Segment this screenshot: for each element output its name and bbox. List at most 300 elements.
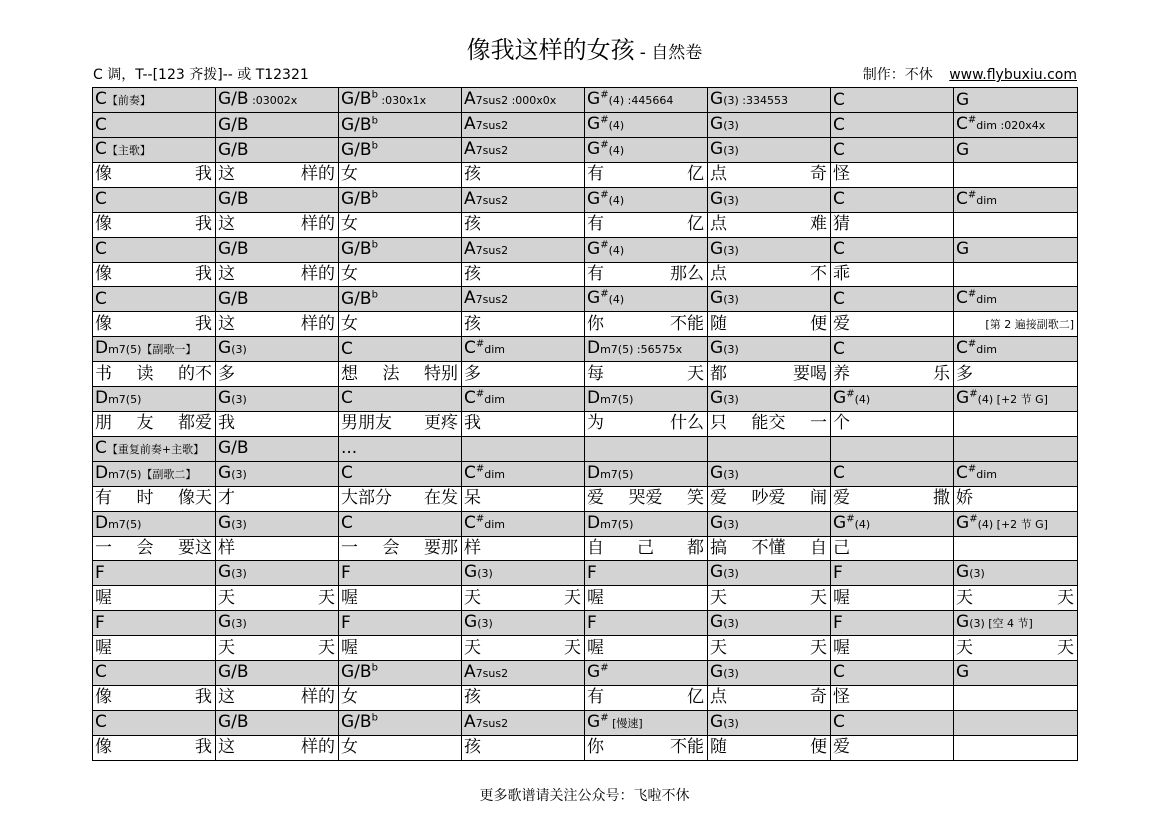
chord-cell	[339, 461, 462, 486]
chord-cell	[585, 710, 708, 735]
lyric-words	[218, 637, 338, 660]
chord-cell	[339, 660, 462, 685]
chord-cell	[708, 337, 831, 362]
chord-cell	[954, 138, 1078, 163]
chord-cell	[216, 511, 339, 536]
lyric-words	[464, 412, 584, 435]
chord-annotation: (4)	[854, 392, 871, 406]
lyric-word: 我	[218, 413, 235, 434]
lyric-word: 我	[464, 413, 481, 434]
chord-name: G/B	[218, 189, 249, 210]
lyric-words	[833, 263, 953, 286]
chord-name: G/B	[341, 89, 372, 109]
lyric-words	[95, 263, 215, 286]
lyric-cell	[954, 486, 1078, 511]
lyric-word: 喔	[95, 637, 112, 658]
lyric-cell	[831, 262, 954, 287]
lyric-word: 多	[956, 363, 973, 384]
chord-cell	[708, 461, 831, 486]
lyric-cell	[831, 586, 954, 611]
chord-accidental: #	[967, 288, 977, 300]
chord-name: D	[95, 462, 109, 483]
chord-name: A	[464, 188, 476, 209]
chord-annotation: :03002x	[248, 94, 298, 107]
chord-cell	[708, 386, 831, 411]
lyric-words	[587, 263, 707, 286]
chord-cell	[954, 337, 1078, 362]
chord-name: G	[218, 338, 232, 359]
chord-cell	[462, 660, 585, 685]
chord-cell	[216, 237, 339, 262]
chord-name: C	[833, 662, 845, 683]
chord-accidental: #	[600, 89, 609, 101]
chord-name: C	[341, 338, 353, 359]
chord-annotation: :030x1x	[377, 94, 427, 107]
chord-name: G	[218, 512, 232, 533]
song-title: 像我这样的女孩	[466, 36, 635, 64]
lyric-words	[710, 363, 830, 386]
chord-cell	[708, 138, 831, 163]
lyric-word: 爱	[833, 737, 850, 758]
lyric-word: 都爱	[178, 413, 212, 434]
lyric-cell	[954, 163, 1078, 188]
chord-cell	[462, 710, 585, 735]
chord-cell	[831, 710, 954, 735]
chord-name: G	[218, 612, 232, 633]
chord-annotation: 7sus2 :000x0x	[475, 94, 557, 107]
lyric-word: 的不	[178, 363, 212, 384]
lyric-cell	[216, 262, 339, 287]
chord-row	[93, 287, 1078, 312]
lyric-word: 我	[195, 214, 212, 235]
chord-row	[93, 710, 1078, 735]
chord-cell	[216, 337, 339, 362]
chord-cell	[93, 561, 216, 586]
chord-annotation: (3)	[231, 517, 247, 531]
chord-cell	[708, 436, 831, 461]
lyric-cell	[585, 536, 708, 561]
chord-name: G/B	[341, 712, 372, 733]
lyric-word: 像	[95, 737, 112, 758]
lyric-words	[464, 686, 584, 709]
chord-name: F	[341, 612, 351, 633]
chord-cell	[93, 88, 216, 113]
chord-name: G	[587, 662, 601, 683]
chord-annotation: (3)	[231, 343, 247, 357]
lyric-cell	[93, 262, 216, 287]
chord-name: G	[710, 562, 724, 583]
lyric-cell	[462, 262, 585, 287]
lyric-cell	[216, 586, 339, 611]
lyric-cell	[954, 411, 1078, 436]
chord-annotation: m7(5) :56575x	[600, 343, 683, 357]
chord-cell	[216, 386, 339, 411]
chord-cell	[708, 710, 831, 735]
chord-name: F	[341, 562, 351, 583]
lyric-cell	[585, 163, 708, 188]
chord-annotation: dim	[484, 467, 506, 481]
lyric-words	[218, 487, 338, 510]
chord-row	[93, 511, 1078, 536]
chord-name: D	[587, 338, 601, 359]
lyric-words	[341, 263, 461, 286]
chord-row	[93, 611, 1078, 636]
lyric-cell	[93, 486, 216, 511]
chord-annotation: dim :020x4x	[976, 119, 1046, 132]
lyric-word: 有	[587, 263, 604, 284]
lyric-word: 友	[136, 413, 154, 434]
lyric-cell	[585, 312, 708, 337]
lyric-words	[587, 686, 707, 709]
lyric-words	[95, 313, 215, 336]
lyric-word: 猜	[833, 214, 850, 235]
lyric-word: 亿	[687, 214, 704, 235]
chord-cell	[216, 611, 339, 636]
lyric-words	[218, 736, 338, 759]
chord-cell	[708, 237, 831, 262]
lyric-cell	[216, 735, 339, 760]
chord-cell	[339, 187, 462, 212]
chord-accidental: #	[967, 463, 977, 475]
chord-cell	[339, 287, 462, 312]
chord-annotation: (3)	[723, 343, 739, 357]
chord-cell	[216, 561, 339, 586]
lyric-word: 读	[136, 363, 154, 384]
chord-cell	[585, 511, 708, 536]
lyric-words	[95, 537, 215, 560]
chord-annotation: dim	[484, 517, 506, 531]
lyric-row	[93, 536, 1078, 561]
lyric-words	[587, 537, 707, 560]
chord-name: F	[587, 562, 597, 583]
lyric-word: 自	[587, 537, 604, 558]
lyric-word: 天	[564, 637, 581, 658]
website-link[interactable]: www.flybuxiu.com	[949, 67, 1077, 83]
lyric-cell	[462, 636, 585, 661]
lyric-word: 天	[687, 363, 704, 384]
lyric-words	[956, 363, 1077, 386]
chord-cell	[216, 138, 339, 163]
chord-annotation: 7sus2	[475, 293, 509, 307]
lyric-word: 孩	[464, 313, 481, 334]
chord-name: G/B	[218, 662, 249, 683]
chord-name: G/B	[218, 89, 249, 109]
lyric-word: 都	[710, 363, 727, 384]
lyric-words	[833, 637, 953, 660]
lyric-word: 要那	[424, 537, 458, 558]
chord-annotation: (4)	[608, 144, 625, 157]
chord-row	[93, 237, 1078, 262]
lyric-row	[93, 685, 1078, 710]
lyric-cell	[954, 536, 1078, 561]
lyric-cell	[954, 735, 1078, 760]
chord-row	[93, 561, 1078, 586]
lyric-cell	[585, 212, 708, 237]
lyric-words	[956, 313, 1077, 336]
chord-cell	[216, 660, 339, 685]
chord-cell	[93, 287, 216, 312]
chord-accidental: b	[371, 89, 378, 101]
chord-cell	[954, 611, 1078, 636]
chord-cell	[216, 187, 339, 212]
lyric-word: 随	[710, 313, 727, 334]
lyric-words	[587, 163, 707, 186]
chord-annotation: (3)	[723, 716, 739, 730]
chord-cell	[93, 386, 216, 411]
chord-accidental: #	[846, 388, 855, 400]
lyric-cell	[339, 362, 462, 387]
chord-cell	[831, 237, 954, 262]
chord-name: G	[710, 711, 724, 732]
lyric-word: 爱	[833, 313, 850, 334]
lyric-word: 难	[810, 214, 827, 235]
lyric-cell	[462, 163, 585, 188]
chord-name: G	[710, 387, 724, 408]
chord-cell	[831, 138, 954, 163]
chord-annotation: 【前奏】	[106, 94, 151, 107]
lyric-words	[833, 213, 953, 236]
chord-cell	[954, 461, 1078, 486]
chord-cell	[585, 461, 708, 486]
lyric-word: 一	[810, 413, 827, 434]
chord-name: F	[587, 612, 597, 633]
chord-name: G	[833, 512, 847, 533]
chord-name: C	[95, 437, 107, 458]
lyric-words	[341, 363, 461, 386]
chord-name: C	[95, 712, 107, 733]
lyric-cell	[831, 486, 954, 511]
chord-annotation: (4)	[608, 243, 625, 257]
lyric-word: 女	[341, 313, 358, 334]
lyric-cell	[462, 411, 585, 436]
lyric-cell	[708, 262, 831, 287]
chord-accidental: b	[371, 114, 378, 126]
chord-name: C	[95, 139, 107, 159]
chord-accidental: #	[967, 189, 977, 201]
lyric-word: 像	[95, 313, 112, 334]
chord-name: G	[587, 114, 601, 134]
chord-annotation: dim	[484, 343, 506, 357]
lyric-words	[710, 686, 830, 709]
lyric-words	[587, 487, 707, 510]
chord-cell	[339, 436, 462, 461]
lyric-cell	[954, 262, 1078, 287]
lyric-words	[710, 263, 830, 286]
lyric-word: 样的	[301, 164, 335, 185]
lyric-row	[93, 163, 1078, 188]
chord-name: G/B	[341, 114, 372, 135]
lyric-words	[587, 412, 707, 435]
chord-cell	[954, 237, 1078, 262]
chord-accidental: #	[600, 189, 609, 201]
lyric-word: 搞	[710, 537, 727, 558]
key-info: C 调，T--[123 齐拨]-- 或 T12321	[93, 67, 309, 83]
chord-annotation: dim	[976, 293, 998, 307]
chord-name: A	[464, 89, 476, 109]
chord-cell	[831, 287, 954, 312]
lyric-word: 你	[587, 737, 604, 758]
chord-annotation: (3)	[723, 243, 739, 257]
chord-accidental: #	[600, 238, 609, 250]
chord-cell	[954, 386, 1078, 411]
lyric-word: 像	[95, 214, 112, 235]
chord-annotation: (4)	[854, 517, 871, 531]
lyric-word: 要这	[178, 537, 212, 558]
chord-name: G	[587, 139, 601, 159]
chord-annotation: (3)	[231, 392, 247, 406]
lyric-word: 呆	[464, 488, 481, 509]
lyric-word: 样的	[301, 313, 335, 334]
lyric-word: 爱	[833, 488, 850, 509]
chord-name: G	[710, 139, 724, 159]
lyric-word: 奇	[810, 687, 827, 708]
lyric-words	[833, 163, 953, 186]
lyric-words	[464, 313, 584, 336]
chord-accidental: b	[371, 662, 378, 674]
lyric-word: 只	[710, 413, 727, 434]
chord-accidental: #	[969, 388, 978, 400]
chord-name: F	[833, 612, 843, 633]
lyric-word: 便	[810, 737, 827, 758]
chord-annotation: dim	[484, 392, 506, 406]
lyric-cell	[339, 262, 462, 287]
lyric-words	[587, 213, 707, 236]
lyric-cell	[216, 636, 339, 661]
lyric-words	[341, 537, 461, 560]
chord-accidental: #	[967, 114, 977, 126]
chord-cell	[831, 436, 954, 461]
lyric-words	[464, 537, 584, 560]
chord-cell	[831, 660, 954, 685]
chord-name: G	[587, 238, 601, 259]
lyric-cell	[954, 312, 1078, 337]
chord-annotation: (3)	[231, 617, 247, 631]
lyric-words	[833, 363, 953, 386]
chord-cell	[585, 611, 708, 636]
chord-cell	[462, 611, 585, 636]
chord-name: C	[956, 114, 968, 134]
lyric-cell	[585, 262, 708, 287]
lyric-word: 养	[833, 363, 850, 384]
chord-annotation: dim	[976, 467, 998, 481]
chord-cell	[585, 436, 708, 461]
chord-name: G	[710, 188, 724, 209]
chord-name: C	[833, 463, 845, 484]
chord-annotation: m7(5)	[600, 467, 634, 481]
chord-name: G	[710, 89, 724, 109]
lyric-cell	[585, 685, 708, 710]
lyric-cell	[831, 362, 954, 387]
chord-cell	[954, 710, 1078, 735]
lyric-word: 天	[810, 637, 827, 658]
chord-cell	[216, 113, 339, 138]
lyric-cell	[708, 636, 831, 661]
chord-accidental: #	[969, 512, 978, 524]
lyric-word: 样的	[301, 687, 335, 708]
lyric-cell	[831, 411, 954, 436]
chord-name: C	[956, 288, 968, 309]
lyric-cell	[93, 212, 216, 237]
credits-block	[863, 64, 1077, 84]
lyric-words	[587, 587, 707, 610]
chord-cell	[708, 561, 831, 586]
lyric-row	[93, 636, 1078, 661]
lyric-word: 女	[341, 737, 358, 758]
chord-cell	[462, 511, 585, 536]
chord-annotation: [慢速]	[608, 716, 643, 730]
lyric-word: 像	[95, 164, 112, 185]
lyric-cell	[339, 685, 462, 710]
chord-cell	[708, 113, 831, 138]
song-header	[0, 30, 1169, 65]
lyric-words	[218, 363, 338, 386]
chord-name: A	[464, 139, 476, 159]
chord-accidental: b	[371, 189, 378, 201]
lyric-word: 样	[218, 537, 235, 558]
chord-name: A	[464, 288, 476, 309]
lyric-cell	[216, 685, 339, 710]
lyric-words	[587, 736, 707, 759]
chord-accidental: #	[475, 512, 485, 524]
lyric-word: 怪	[833, 687, 850, 708]
lyric-word: 己	[833, 537, 850, 558]
lyric-cell	[216, 536, 339, 561]
lyric-cell	[216, 362, 339, 387]
lyric-words	[218, 263, 338, 286]
chord-annotation: (3) [空 4 节]	[969, 617, 1033, 631]
lyric-word: 孩	[464, 687, 481, 708]
lyric-words	[833, 487, 953, 510]
chord-accidental: b	[371, 139, 378, 151]
lyric-words	[341, 736, 461, 759]
chord-name: D	[95, 338, 109, 359]
chord-accidental: #	[475, 388, 485, 400]
chord-name: G	[710, 512, 724, 533]
lyric-cell	[585, 362, 708, 387]
lyric-word: 爱	[587, 488, 604, 509]
chord-annotation: m7(5)	[600, 392, 634, 406]
lyric-row	[93, 362, 1078, 387]
lyric-word: 多	[218, 363, 235, 384]
lyric-word: 这	[218, 687, 235, 708]
chord-name: D	[587, 512, 601, 533]
lyric-word: 天	[1057, 637, 1074, 658]
chord-name: G	[956, 512, 970, 533]
lyric-words	[710, 163, 830, 186]
lyric-cell	[339, 163, 462, 188]
lyric-word: 这	[218, 214, 235, 235]
lyric-word: 法	[382, 363, 400, 384]
chord-annotation: (3)	[723, 293, 739, 307]
lyric-word: 我	[195, 263, 212, 284]
chord-name: G/B	[218, 139, 249, 160]
chord-cell	[585, 113, 708, 138]
chord-name: C	[464, 338, 476, 359]
chord-cell	[954, 113, 1078, 138]
lyric-word: 便	[810, 313, 827, 334]
lyric-word: 朋	[95, 413, 112, 434]
lyric-cell	[954, 362, 1078, 387]
lyric-word: 撒	[933, 488, 950, 509]
chord-annotation: (3)	[231, 567, 247, 581]
lyric-word: 亿	[687, 164, 704, 185]
lyric-cell	[831, 312, 954, 337]
lyric-cell	[708, 536, 831, 561]
lyric-word: 有	[587, 687, 604, 708]
lyric-cell	[462, 685, 585, 710]
lyric-word: 天	[956, 587, 973, 608]
chord-name: G	[464, 562, 478, 583]
